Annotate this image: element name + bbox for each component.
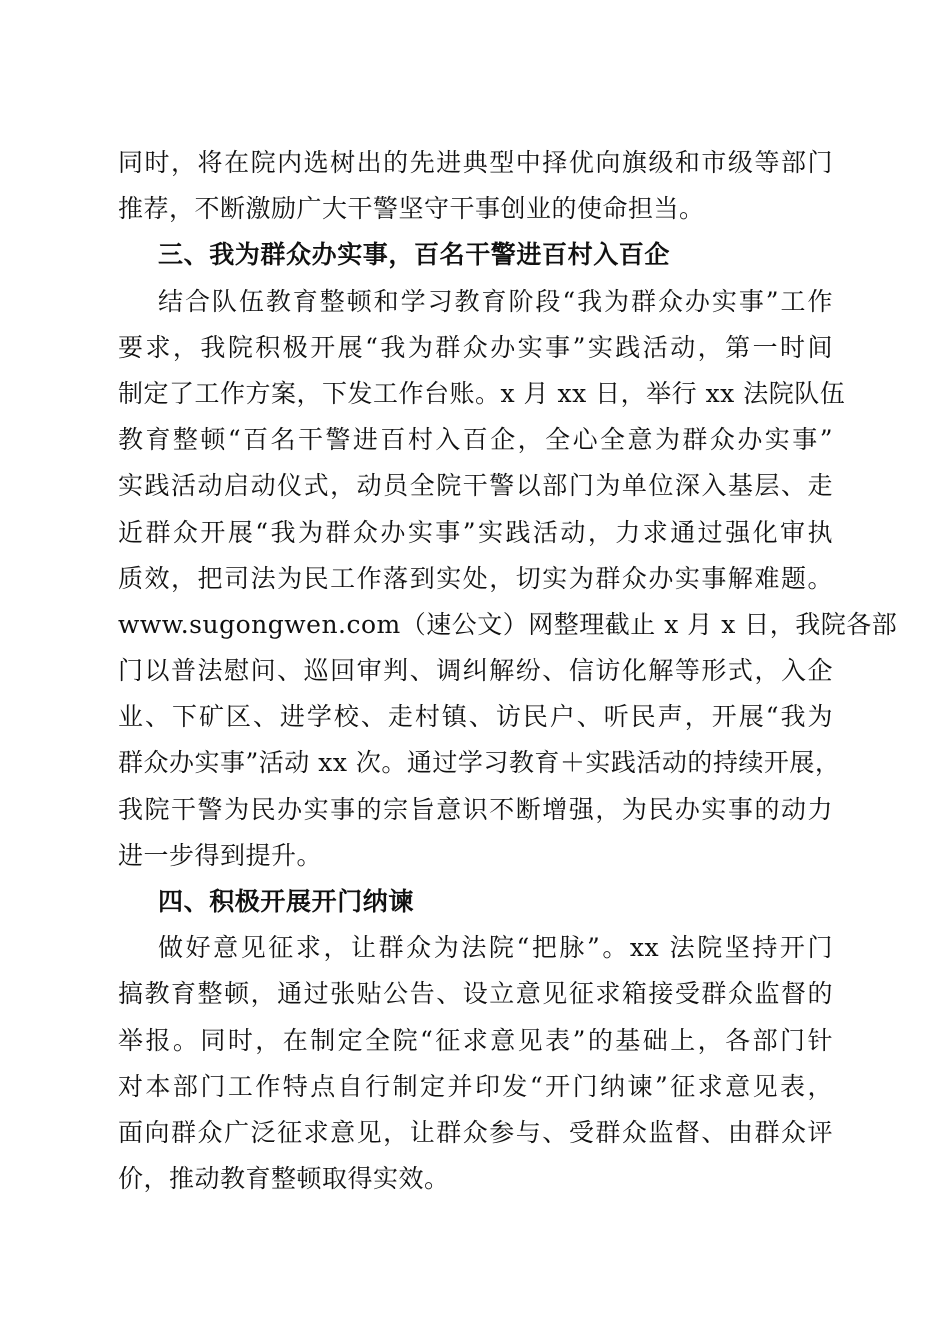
section-3-line: 结合队伍教育整顿和学习教育阶段“我为群众办实事”工作	[158, 286, 833, 316]
section-3-line: 质效，把司法为民工作落到实处，切实为群众办实事解难题。	[118, 563, 833, 593]
section-3-line: 进一步得到提升。	[118, 840, 323, 870]
section-4-heading: 四、积极开展开门纳谏	[158, 887, 415, 916]
section-3-line: 要求，我院积极开展“我为群众办实事”实践活动，第一时间	[118, 332, 833, 362]
section-3-line: 门以普法慰问、巡回审判、调纠解纷、信访化解等形式，入企	[118, 656, 833, 686]
section-4-line: 面向群众广泛征求意见，让群众参与、受群众监督、由群众评	[118, 1117, 833, 1147]
section-3-line: 实践活动启动仪式，动员全院干警以部门为单位深入基层、走	[118, 471, 833, 501]
section-3-line: www.sugongwen.com（速公文）网整理截止 x 月 x 日，我院各部	[118, 609, 898, 639]
section-3-line: 我院干警为民办实事的宗旨意识不断增强，为民办实事的动力	[118, 794, 833, 824]
intro-line: 推荐，不断激励广大干警坚守干事创业的使命担当。	[118, 194, 705, 224]
section-3-line: 制定了工作方案，下发工作台账。x 月 xx 日，举行 xx 法院队伍	[118, 378, 846, 408]
section-3-heading: 三、我为群众办实事，百名干警进百村入百企	[158, 240, 671, 270]
section-3-line: 群众办实事”活动 xx 次。通过学习教育＋实践活动的持续开展，	[118, 748, 841, 778]
section-4-line: 对本部门工作特点自行制定并印发“开门纳谏”征求意见表，	[118, 1071, 833, 1101]
section-3-line: 近群众开展“我为群众办实事”实践活动，力求通过强化审执	[118, 517, 833, 547]
section-4-line: 价，推动教育整顿取得实效。	[118, 1164, 450, 1194]
section-4-line: 举报。同时，在制定全院“征求意见表”的基础上，各部门针	[118, 1025, 833, 1055]
section-4-line: 搞教育整顿，通过张贴公告、设立意见征求箱接受群众监督的	[118, 979, 833, 1009]
section-3-line: 业、下矿区、进学校、走村镇、访民户、听民声，开展“我为	[118, 702, 833, 732]
section-3-line: 教育整顿“百名干警进百村入百企，全心全意为群众办实事”	[118, 425, 833, 455]
intro-line: 同时，将在院内选树出的先进典型中择优向旗级和市级等部门	[118, 148, 833, 177]
section-4-line: 做好意见征求，让群众为法院“把脉”。xx 法院坚持开门	[158, 933, 833, 963]
document-page	[118, 140, 898, 1202]
